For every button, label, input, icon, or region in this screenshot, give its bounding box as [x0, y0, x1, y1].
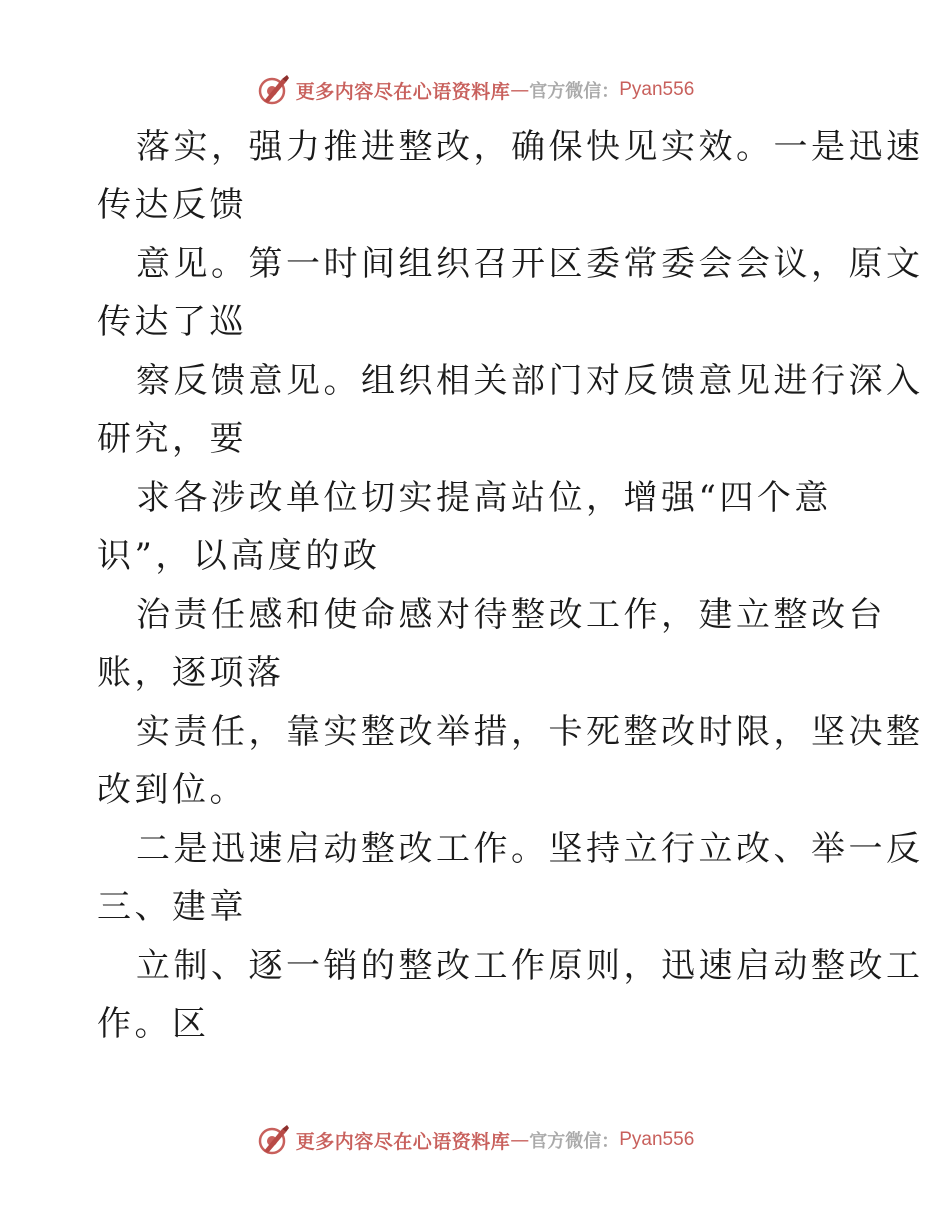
banner-separator: —: [510, 1129, 530, 1151]
paragraph-line: 二是迅速启动整改工作。坚持立行立改、举一反: [136, 829, 924, 869]
paragraph-line: 察反馈意见。组织相关部门对反馈意见进行深入: [136, 361, 924, 401]
paragraph-line: 识”，以高度的政: [97, 536, 381, 576]
pen-logo-icon: [256, 73, 290, 107]
paragraph-line: 传达反馈: [97, 185, 247, 225]
paragraph-line: 立制、逐一销的整改工作原则，迅速启动整改工: [136, 946, 924, 986]
wechat-id: Pyan556: [619, 79, 695, 100]
paragraph-line: 账，逐项落: [97, 653, 285, 693]
paragraph-line: 三、建章: [97, 887, 247, 927]
paragraph-line: 实责任，靠实整改举措，卡死整改时限，坚决整: [136, 712, 924, 752]
paragraph-line: 改到位。: [97, 770, 247, 810]
wechat-label: 官方微信：: [529, 81, 620, 102]
header-banner: [0, 70, 950, 110]
paragraph-line: 落实，强力推进整改，确保快见实效。一是迅速: [136, 127, 924, 167]
site-text: 更多内容尽在心语资料库: [295, 1130, 511, 1153]
paragraph-line: 意见。第一时间组织召开区委常委会会议，原文: [136, 244, 924, 284]
site-text: 更多内容尽在心语资料库: [295, 80, 511, 103]
paragraph-line: 求各涉改单位切实提高站位，增强“四个意: [136, 478, 832, 518]
paragraph-line: 治责任感和使命感对待整改工作，建立整改台: [136, 595, 886, 635]
wechat-label: 官方微信：: [529, 1131, 620, 1152]
wechat-id: Pyan556: [619, 1129, 695, 1150]
footer-banner: [0, 1120, 950, 1160]
paragraph-line: 传达了巡: [97, 302, 247, 342]
paragraph-line: 作。区: [97, 1004, 210, 1044]
pen-logo-icon: [256, 1123, 290, 1157]
paragraph-line: 研究，要: [97, 419, 247, 459]
banner-separator: —: [510, 79, 530, 101]
